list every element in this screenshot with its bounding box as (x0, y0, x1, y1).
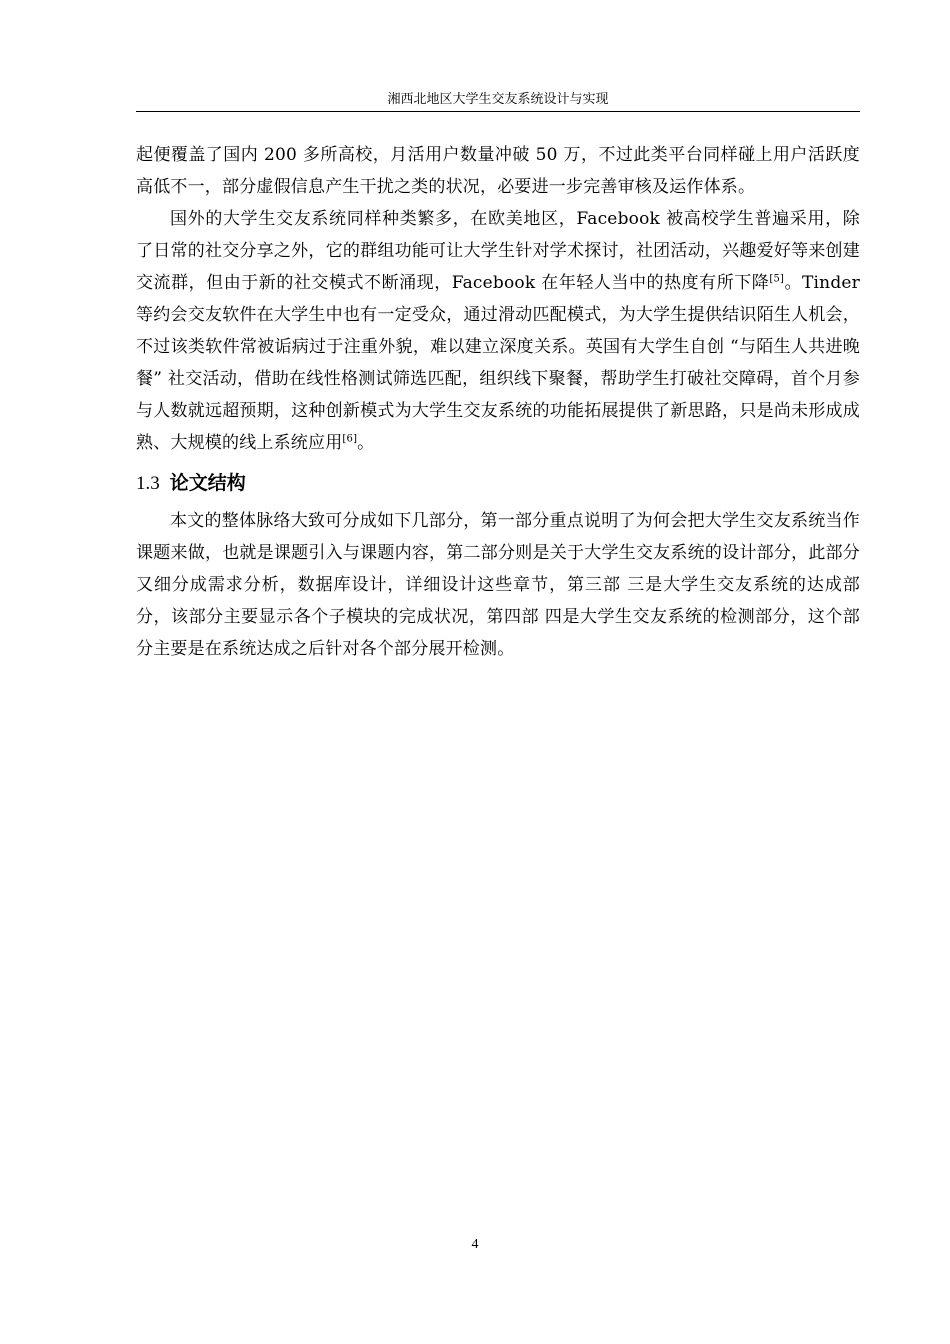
section-number: 1.3 (136, 473, 160, 494)
section-heading (136, 467, 860, 503)
paragraph-text-part: 。 (357, 433, 375, 453)
running-header: 湘西北地区大学生交友系统设计与实现 (136, 88, 860, 112)
paragraph-continuation: 起便覆盖了国内 200 多所高校，月活用户数量冲破 50 万，不过此类平台同样碰上用户活跃度高低不一，部分虚假信息产生干扰之类的状况，必要进一步完善审核及运作体系。 (136, 145, 860, 197)
paragraph-text-part: 国外的大学生交友系统同样种类繁多，在欧美地区，Facebook 被高校学生普遍采用，除了日常的社交分享之外，它的群组功能可让大学生针对学术探讨，社团活动，兴趣爱好等来创建交流群，但由于新的社交模式不断涌现，Facebook 在年轻人当中的热度有所下降 (136, 209, 860, 293)
paragraph-foreign-systems (136, 203, 860, 459)
page-number: 4 (471, 1237, 479, 1252)
citation-ref[interactable]: [5] (769, 273, 785, 285)
paragraph-text-part: 。Tinder 等约会交友软件在大学生中也有一定受众，通过滑动匹配模式，为大学生提供结识陌生人机会，不过该类软件常被诟病过于注重外貌，难以建立深度关系。英国有大学生自创 “与陌生人共进晚餐” 社交活动，借助在线性格测试筛选匹配，组织线下聚餐，帮助学生打破社交障碍，首个月参与人数就远超预期，这种创新模式为大学生交友系统的功能拓展提供了新思路，只是尚未形成成熟、大规模的线上系统应用 (136, 273, 860, 453)
page-body (136, 139, 860, 665)
section-title: 论文结构 (169, 472, 246, 494)
citation-ref[interactable]: [6] (342, 433, 358, 445)
paragraph-thesis-structure: 本文的整体脉络大致可分成如下几部分，第一部分重点说明了为何会把大学生交友系统当作课题来做，也就是课题引入与课题内容，第二部分则是关于大学生交友系统的设计部分，此部分又细分成需求分析，数据库设计，详细设计这些章节，第三部 三是大学生交友系统的达成部分，该部分主要显示各个子模块的完成状况，第四部 四是大学生交友系统的检测部分，这个部分主要是在系统达成之后针对各个部分展开检测。 (136, 511, 860, 659)
